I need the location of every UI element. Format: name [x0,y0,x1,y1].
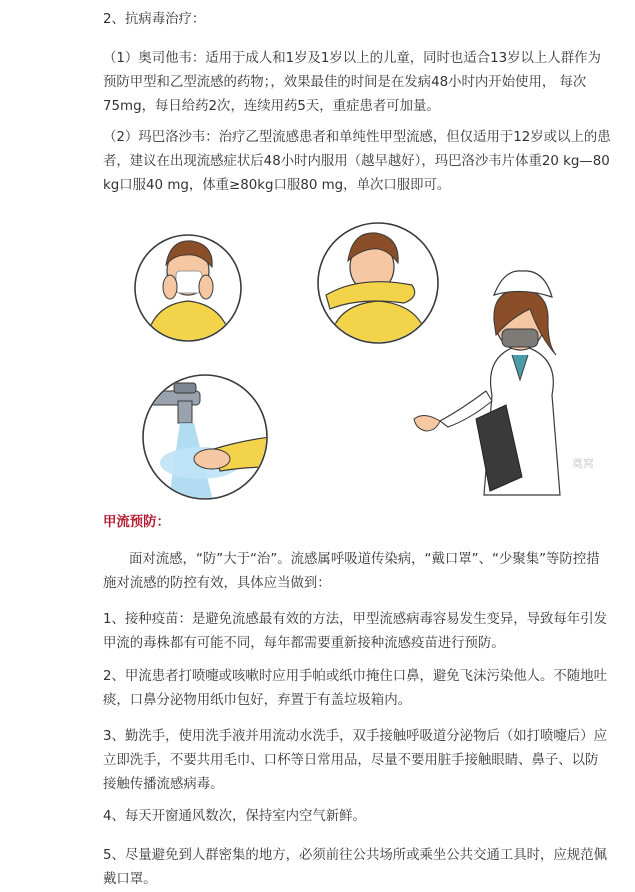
sneeze-tissue-scene [135,235,241,345]
prevention-item-handwashing: 3、勤洗手，使用洗手液并用流动水洗手，双手接触呼吸道分泌物后（如打喷嚏后）应立即洗手，不要共用毛巾、口杯等日常用品，尽量不要用脏手接触眼睛、鼻子、以防接触传播流感病毒。 [103,729,607,792]
handwashing-scene [140,375,270,505]
nurse-figure [414,271,560,495]
antiviral-heading: 2、抗病毒治疗： [103,12,206,27]
prevention-title: 甲流预防： [103,515,170,530]
oseltamivir-paragraph: （1）奥司他韦：适用于成人和1岁及1岁以上的儿童，同时也适合13岁以上人群作为预防甲型和乙型流感的药物；，效果最佳的时间是在发病48小时内开始使用， 每次75mg，每日给药2次，连续用药5天，重症患者可加量。 [103,51,601,114]
prevention-illustration [0,205,635,505]
prevention-item-avoid-crowds: 5、尽量避免到人群密集的地方，必须前往公共场所或乘坐公共交通工具时，应规范佩戴口罩。 [103,848,607,887]
prevention-item-cover-cough: 2、甲流患者打喷嚏或咳嗽时应用手帕或纸巾掩住口鼻，避免飞沫污染他人。不随地吐痰，口鼻分泌物用纸巾包好，弃置于有盖垃圾箱内。 [103,669,607,708]
prevention-item-ventilation: 4、每天开窗通风数次，保持室内空气新鲜。 [103,809,366,824]
prevention-intro: 面对流感，“防”大于“治”。流感属呼吸道传染病，“戴口罩”、“少聚集”等防控措施对流感的防控有效，具体应当做到： [103,552,600,591]
prevention-item-vaccine: 1、接种疫苗：是避免流感最有效的方法，甲型流感病毒容易发生变异，导致每年引发甲流的毒株都有可能不同，每年都需要重新接种流感疫苗进行预防。 [103,612,607,651]
baloxavir-paragraph: （2）玛巴洛沙韦：治疗乙型流感患者和单纯性甲型流感，但仅适用于12岁或以上的患者，建议在出现流感症状后48小时内服用（越早越好），玛巴洛沙韦片体重20 kg—80 kg口服40 mg，体重≥80kg口服80 mg，单次口服即可。 [103,130,611,193]
cough-elbow-scene [318,223,438,345]
watermark-text: 奠窝 [572,457,594,470]
